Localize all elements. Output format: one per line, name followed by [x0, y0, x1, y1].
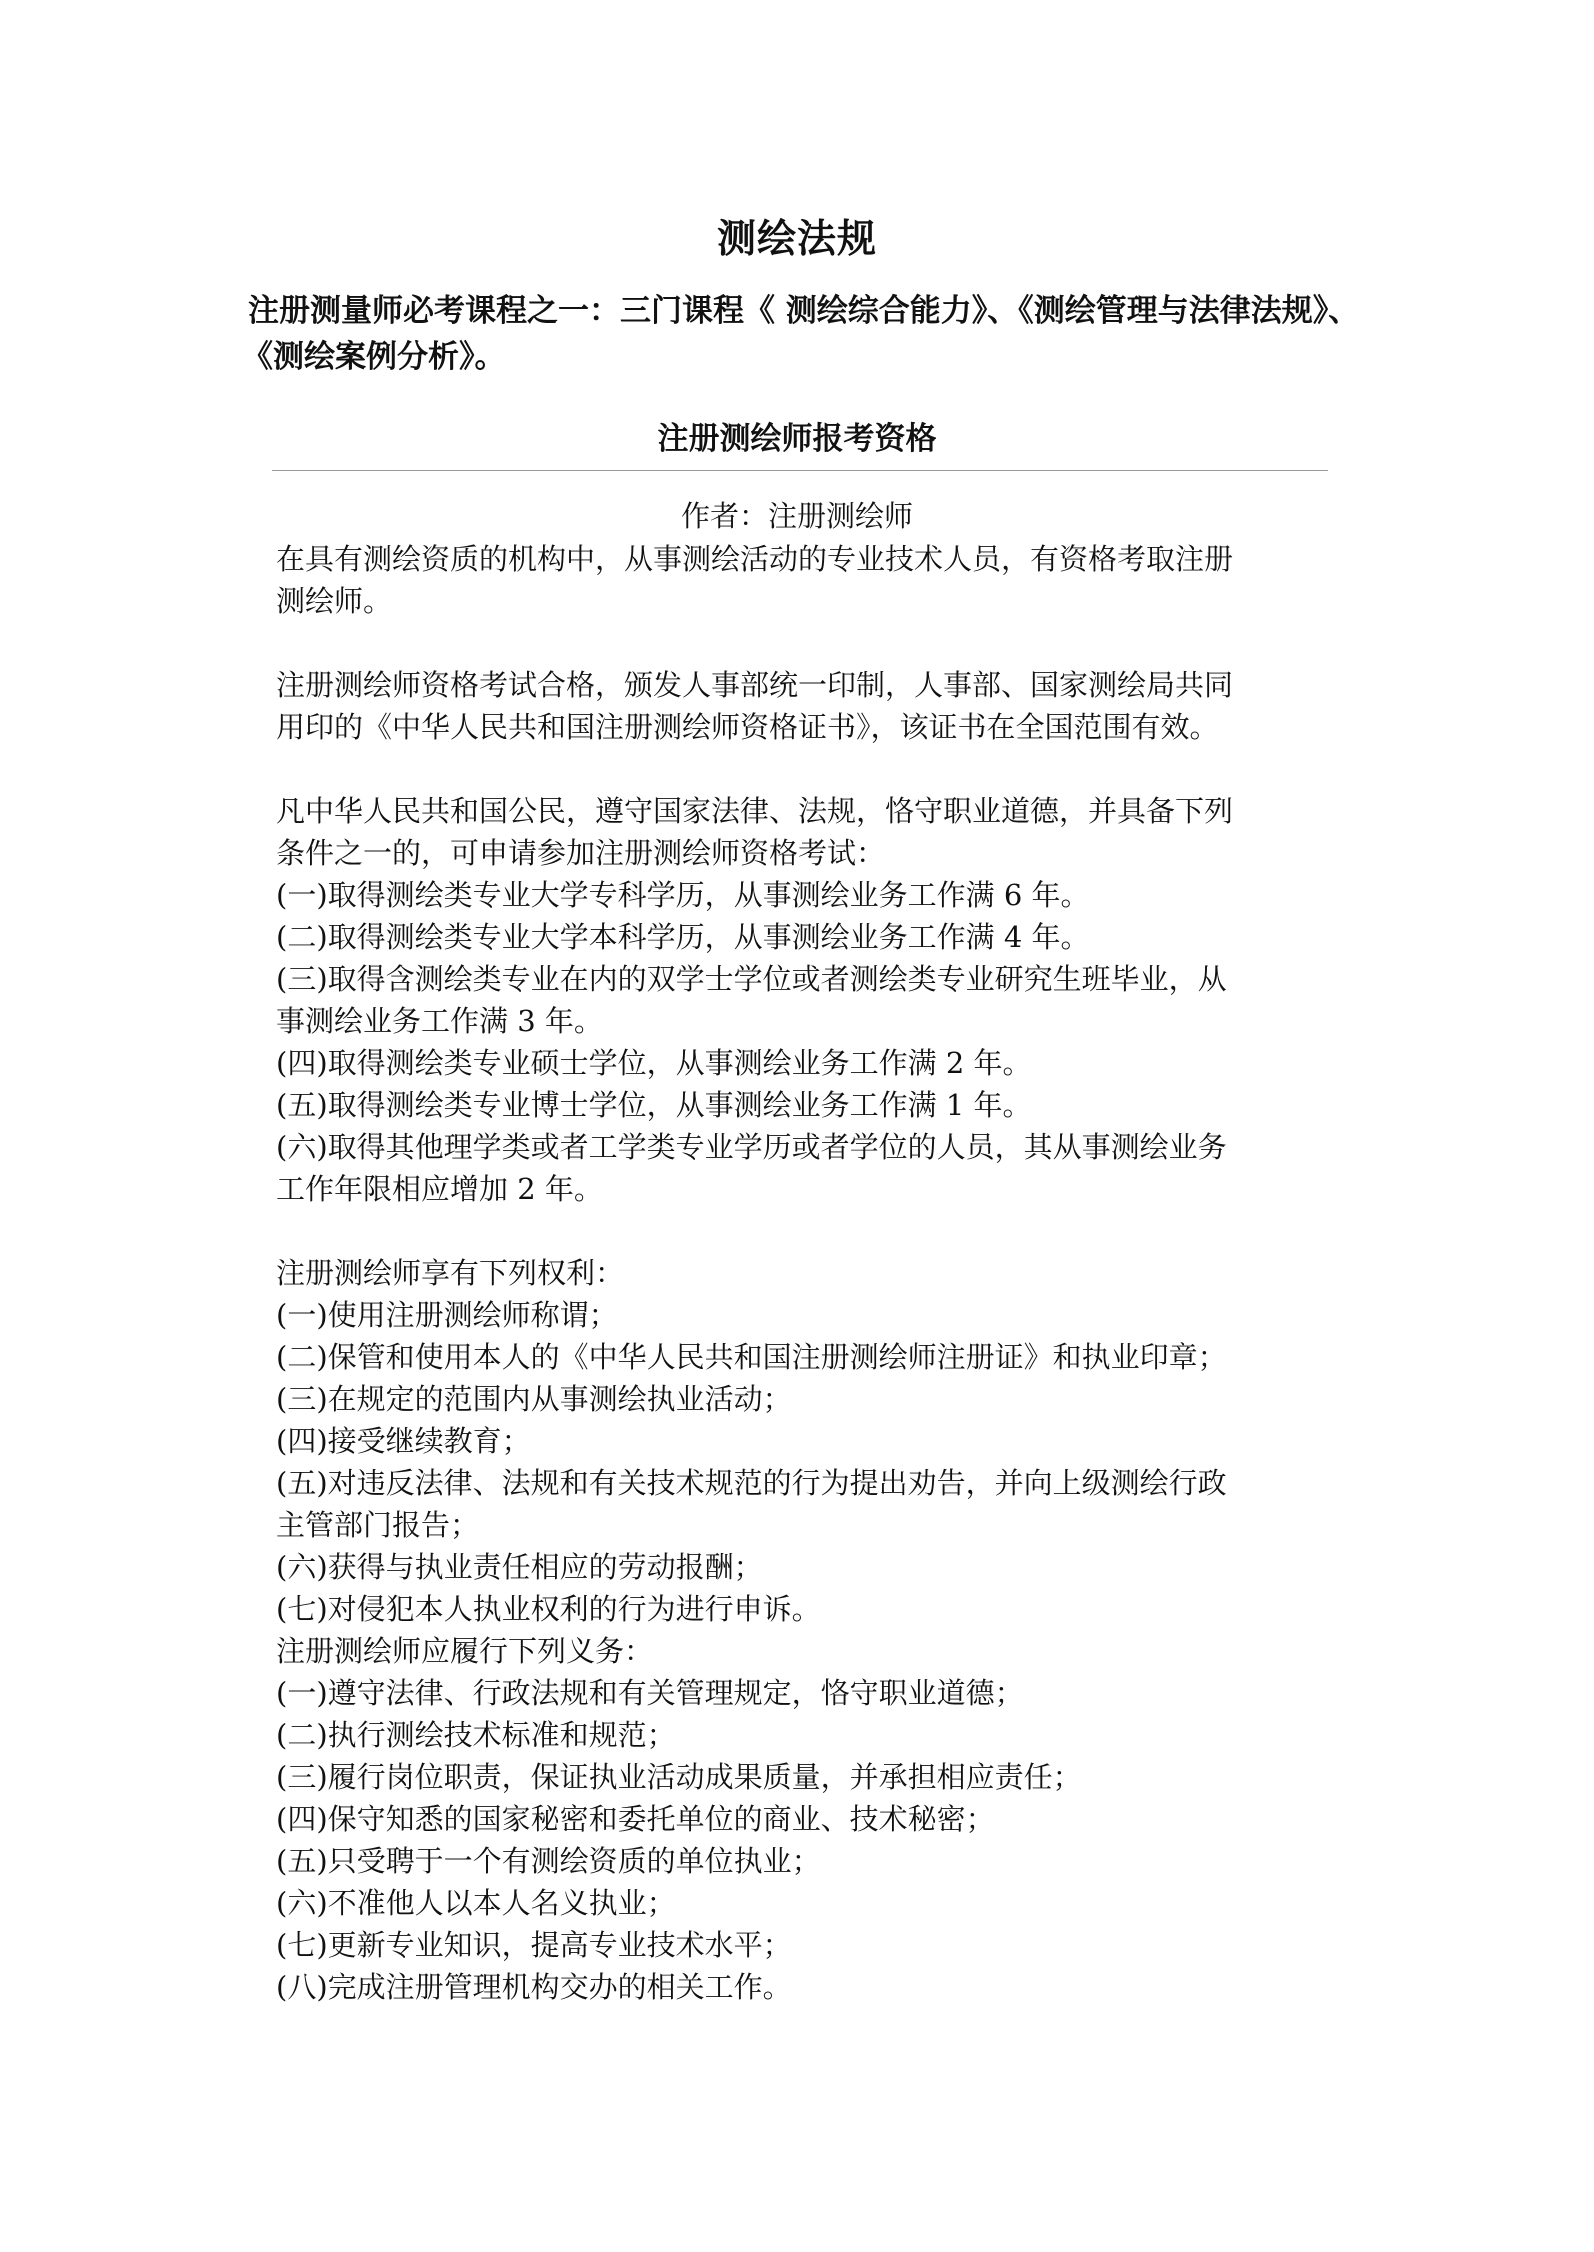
text-line: (四)保守知悉的国家秘密和委托单位的商业、技术秘密； [276, 1802, 995, 1836]
divider-line [272, 470, 1328, 471]
text-line: (八)完成注册管理机构交办的相关工作。 [276, 1970, 792, 2004]
paragraph [276, 1252, 1336, 2008]
document-subtitle [242, 288, 1378, 380]
text-line: (四)取得测绘类专业硕士学位，从事测绘业务工作满 2 年。 [276, 1046, 1032, 1080]
text-line: (五)取得测绘类专业博士学位，从事测绘业务工作满 1 年。 [276, 1088, 1032, 1122]
paragraph-gap [276, 622, 1336, 664]
subtitle-line: 《测绘案例分析》。 [242, 339, 506, 375]
paragraph [276, 538, 1336, 622]
text-line: 条件之一的，可申请参加注册测绘师资格考试： [276, 836, 886, 870]
text-line: (四)接受继续教育； [276, 1424, 531, 1458]
text-line: 用印的《中华人民共和国注册测绘师资格证书》，该证书在全国范围有效。 [276, 710, 1219, 744]
section-title: 注册测绘师报考资格 [657, 421, 937, 457]
text-line: 凡中华人民共和国公民，遵守国家法律、法规，恪守职业道德，并具备下列 [276, 794, 1234, 828]
text-line: (一)取得测绘类专业大学专科学历，从事测绘业务工作满 6 年。 [276, 878, 1090, 912]
text-line: (六)不准他人以本人名义执业； [276, 1886, 676, 1920]
text-line: 工作年限相应增加 2 年。 [276, 1172, 603, 1206]
subtitle-line: 注册测量师必考课程之一：三门课程《 测绘综合能力》、《测绘管理与法律法规》、 [248, 293, 1360, 329]
text-line: (七)更新专业知识，提高专业技术水平； [276, 1928, 792, 1962]
text-line: (三)取得含测绘类专业在内的双学士学位或者测绘类专业研究生班毕业，从 [276, 962, 1227, 996]
text-line: (三)在规定的范围内从事测绘执业活动； [276, 1382, 792, 1416]
text-line: (五)只受聘于一个有测绘资质的单位执业； [276, 1844, 821, 1878]
text-line: (二)保管和使用本人的《中华人民共和国注册测绘师注册证》和执业印章； [276, 1340, 1227, 1374]
paragraph [276, 664, 1336, 748]
text-line: 测绘师。 [276, 584, 393, 618]
text-line: (一)遵守法律、行政法规和有关管理规定，恪守职业道德； [276, 1676, 1024, 1710]
text-line: (二)取得测绘类专业大学本科学历，从事测绘业务工作满 4 年。 [276, 920, 1090, 954]
text-line: (七)对侵犯本人执业权利的行为进行申诉。 [276, 1592, 821, 1626]
text-line: (六)取得其他理学类或者工学类专业学历或者学位的人员，其从事测绘业务 [276, 1130, 1227, 1164]
author-line: 作者：注册测绘师 [680, 499, 913, 533]
text-line: 主管部门报告； [276, 1508, 480, 1542]
paragraph-gap [276, 1210, 1336, 1252]
text-line: (三)履行岗位职责，保证执业活动成果质量，并承担相应责任； [276, 1760, 1082, 1794]
text-line: 注册测绘师应履行下列义务： [276, 1634, 654, 1668]
document-title: 测绘法规 [716, 216, 877, 262]
text-line: 注册测绘师资格考试合格，颁发人事部统一印制，人事部、国家测绘局共同 [276, 668, 1234, 702]
text-line: (一)使用注册测绘师称谓； [276, 1298, 618, 1332]
text-line: 注册测绘师享有下列权利： [276, 1256, 625, 1290]
text-line: (二)执行测绘技术标准和规范； [276, 1718, 676, 1752]
text-line: 事测绘业务工作满 3 年。 [276, 1004, 603, 1038]
text-line: (五)对违反法律、法规和有关技术规范的行为提出劝告，并向上级测绘行政 [276, 1466, 1227, 1500]
paragraph [276, 790, 1336, 1210]
document-body [276, 538, 1336, 2008]
text-line: (六)获得与执业责任相应的劳动报酬； [276, 1550, 763, 1584]
text-line: 在具有测绘资质的机构中，从事测绘活动的专业技术人员，有资格考取注册 [276, 542, 1234, 576]
paragraph-gap [276, 748, 1336, 790]
